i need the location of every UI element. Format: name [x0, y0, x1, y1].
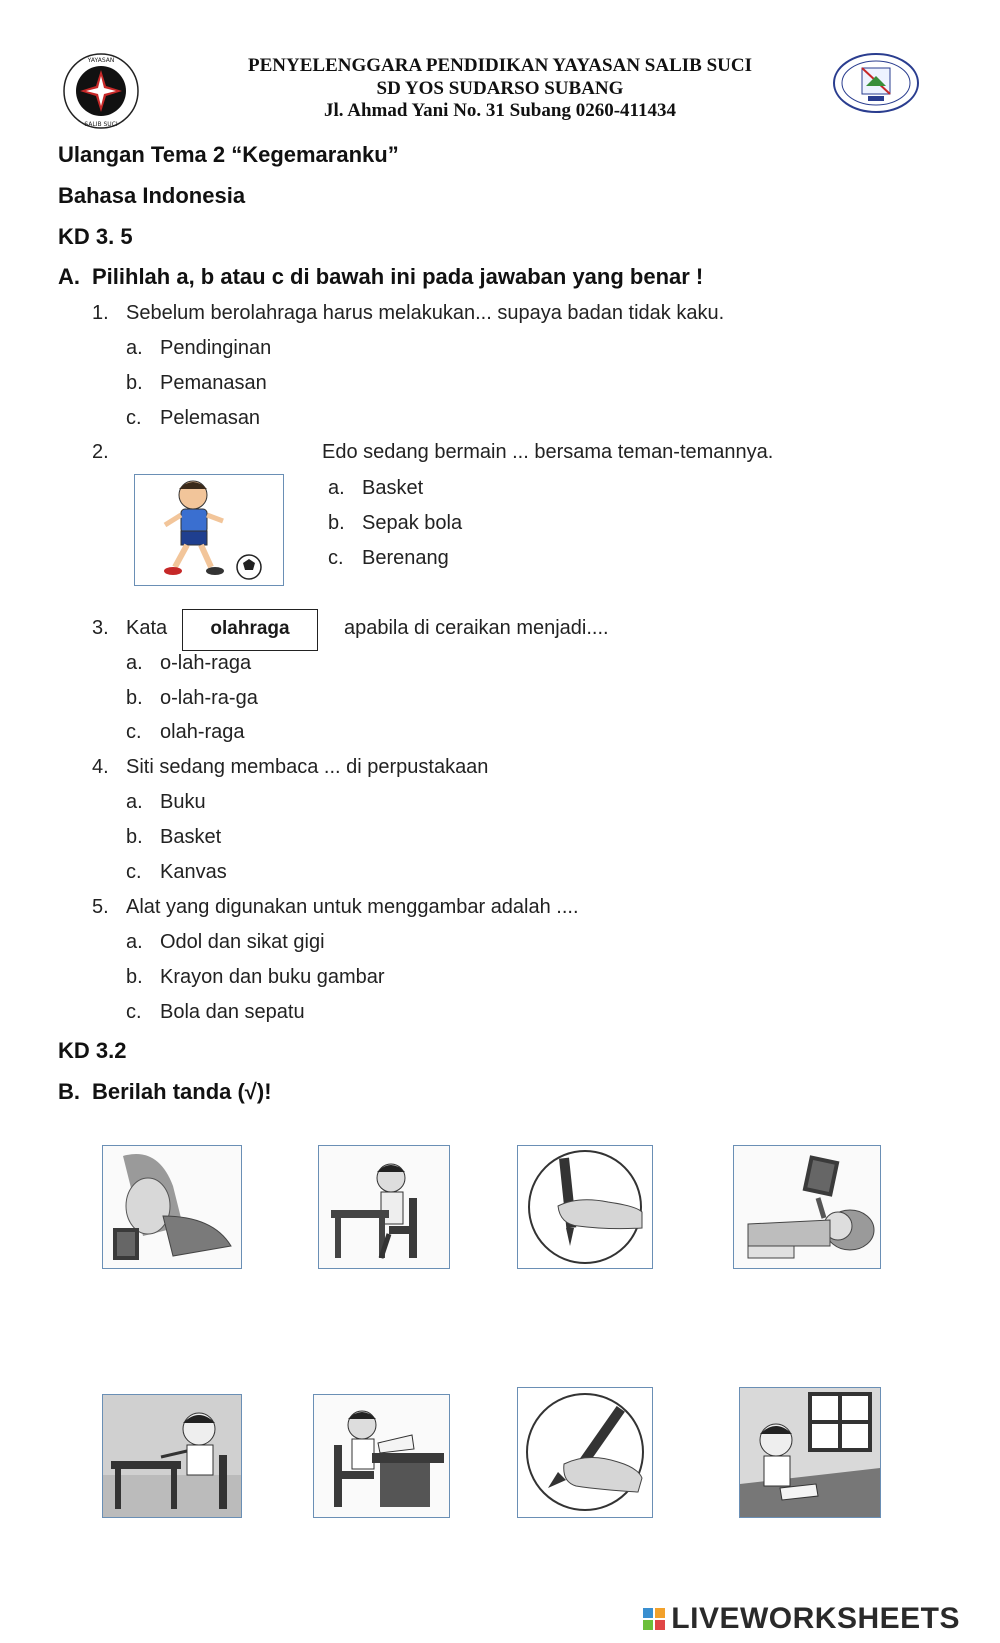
question-2-text: Edo sedang bermain ... bersama teman-temannya.: [322, 441, 774, 463]
question-text: Alat yang digunakan untuk menggambar adalah ....: [126, 896, 579, 918]
hand-writing-pen-icon: [518, 1388, 652, 1517]
option-3b[interactable]: b. o-lah-ra-ga: [126, 687, 258, 709]
question-3-text-after: apabila di ceraikan menjadi....: [344, 617, 609, 639]
svg-text:SALIB SUCI: SALIB SUCI: [84, 121, 118, 128]
hand-holding-pen-upright-icon: [518, 1146, 652, 1268]
question-1: [92, 302, 724, 325]
boy-sitting-at-desk-icon: [319, 1146, 449, 1268]
question-3-number: 3.: [92, 617, 109, 639]
sd-yos-sudarso-logo-icon: [832, 52, 920, 114]
kd-label-2: KD 3.2: [58, 1038, 127, 1063]
section-a-instruction: Pilihlah a, b atau c di bawah ini pada jawaban yang benar !: [92, 264, 704, 289]
question-2-number: 2.: [92, 441, 109, 463]
option-5b[interactable]: b. Krayon dan buku gambar: [126, 966, 385, 988]
option-1b[interactable]: b. Pemanasan: [126, 372, 267, 394]
page-title: Ulangan Tema 2 “Kegemaranku”: [58, 142, 399, 167]
section-b-letter: B.: [58, 1079, 80, 1104]
boy-kicking-ball-icon: [135, 475, 283, 585]
section-b-instruction: Berilah tanda (√)!: [92, 1079, 272, 1104]
section-a-letter: A.: [58, 264, 80, 289]
kd-label-1: KD 3. 5: [58, 224, 133, 249]
question-4: [92, 756, 488, 779]
girl-reading-lying-icon: [103, 1146, 241, 1268]
liveworksheets-logo-icon: [643, 1608, 665, 1630]
option-4a[interactable]: a. Buku: [126, 791, 206, 813]
question-5: [92, 896, 579, 919]
liveworksheets-brand[interactable]: [643, 1602, 960, 1636]
question-text: Siti sedang membaca ... di perpustakaan: [126, 756, 489, 778]
option-4c[interactable]: c. Kanvas: [126, 861, 227, 883]
choice-image-5[interactable]: [102, 1394, 242, 1518]
header-line-2: SD YOS SUDARSO SUBANG: [376, 78, 624, 99]
question-number: 5.: [92, 896, 109, 918]
choice-image-8[interactable]: [739, 1387, 881, 1518]
question-2-image: [134, 474, 284, 586]
boy-reading-on-floor-icon: [740, 1388, 880, 1517]
svg-text:YAYASAN: YAYASAN: [87, 57, 115, 64]
option-4b[interactable]: b. Basket: [126, 826, 222, 848]
choice-image-6[interactable]: [313, 1394, 450, 1518]
option-3a[interactable]: a. o-lah-raga: [126, 652, 252, 674]
boy-reading-at-desk-icon: [314, 1395, 449, 1517]
choice-image-2[interactable]: [318, 1145, 450, 1269]
choice-image-1[interactable]: [102, 1145, 242, 1269]
question-text: Sebelum berolahraga harus melakukan... supaya badan tidak kaku.: [126, 302, 725, 324]
option-2c[interactable]: c. Berenang: [328, 547, 449, 569]
header-line-1: PENYELENGGARA PENDIDIKAN YAYASAN SALIB SUCI: [248, 55, 752, 76]
question-3-text-before: Kata: [126, 617, 168, 639]
question-number: 1.: [92, 302, 109, 324]
option-1c[interactable]: c. Pelemasan: [126, 407, 261, 429]
boy-writing-at-desk-icon: [103, 1395, 241, 1517]
option-2b[interactable]: b. Sepak bola: [328, 512, 463, 534]
option-2a[interactable]: a. Basket: [328, 477, 424, 499]
choice-image-7[interactable]: [517, 1387, 653, 1518]
option-3c[interactable]: c. olah-raga: [126, 721, 245, 743]
option-5a[interactable]: a. Odol dan sikat gigi: [126, 931, 325, 953]
choice-image-4[interactable]: [733, 1145, 881, 1269]
choice-image-3[interactable]: [517, 1145, 653, 1269]
word-box: olahraga: [182, 609, 318, 651]
header-line-3: Jl. Ahmad Yani No. 31 Subang 0260-411434: [324, 100, 676, 121]
subject-label: Bahasa Indonesia: [58, 183, 246, 208]
question-number: 4.: [92, 756, 109, 778]
girl-reading-on-back-icon: [734, 1146, 880, 1268]
option-5c[interactable]: c. Bola dan sepatu: [126, 1001, 305, 1023]
brand-text: LIVEWORKSHEETS: [671, 1602, 960, 1635]
option-1a[interactable]: a. Pendinginan: [126, 337, 272, 359]
right-logo: [832, 52, 920, 114]
